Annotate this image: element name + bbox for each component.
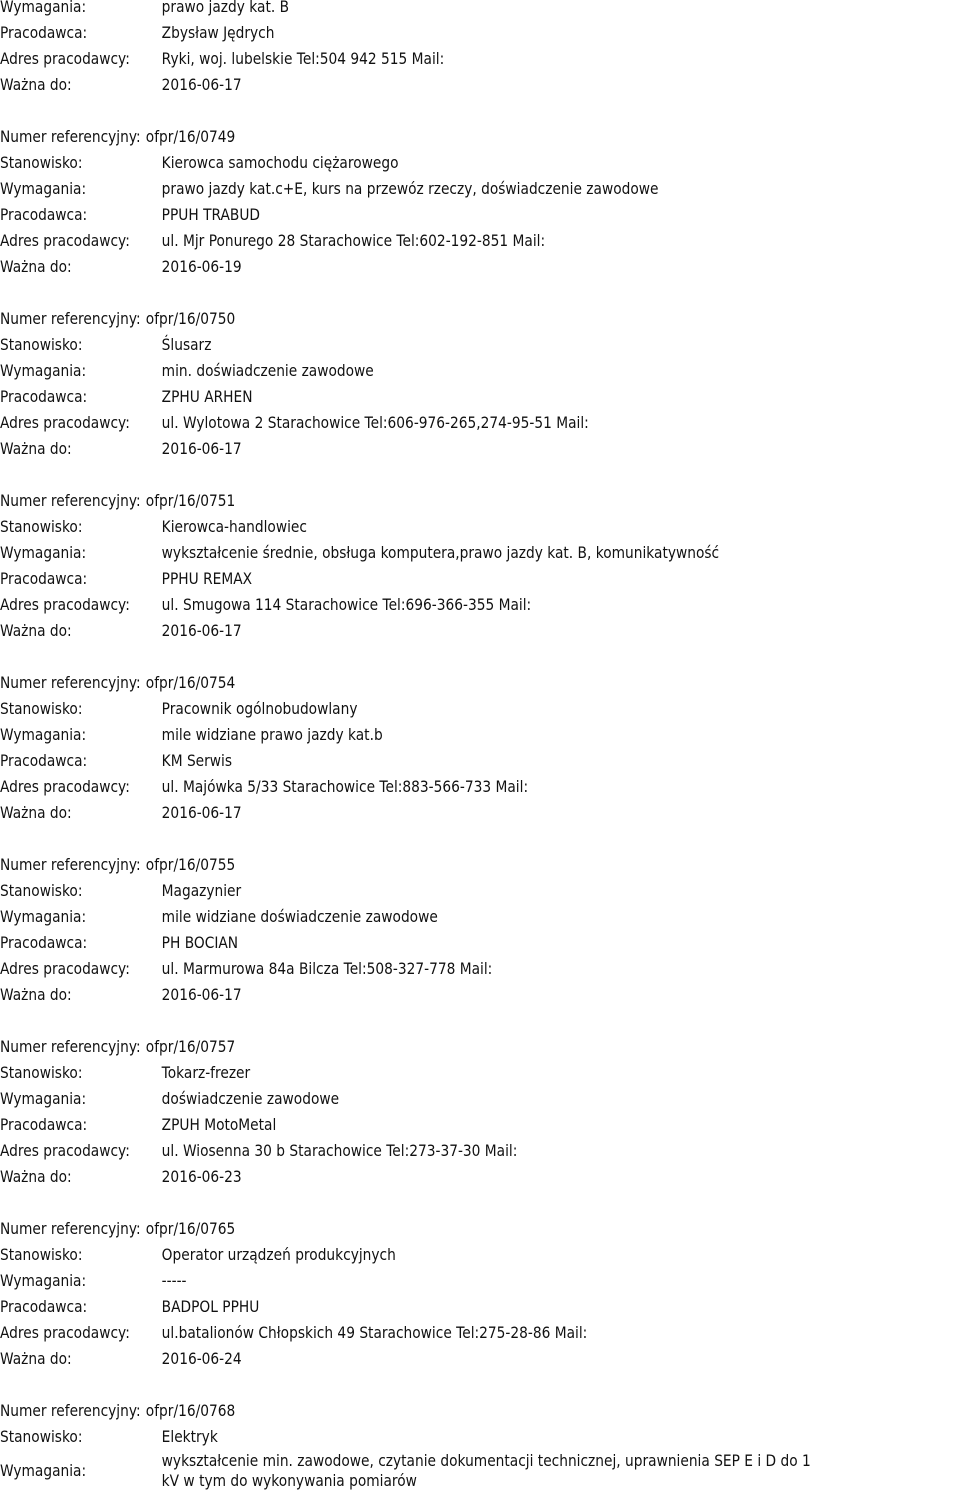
ref-value: ofpr/16/0751 bbox=[145, 491, 236, 510]
requirements-value: wykształcenie min. zawodowe, czytanie dokumentacji technicznej, uprawnienia SEP E i D do 1 kV w tym do wykonywania pomiarów bbox=[161, 1451, 811, 1490]
ref-label: Numer referencyjny: bbox=[0, 491, 141, 510]
ref-value: ofpr/16/0768 bbox=[145, 1401, 236, 1420]
employer-row bbox=[0, 748, 826, 774]
valid-value: 2016-06-23 bbox=[161, 1167, 242, 1186]
address-row bbox=[0, 1320, 826, 1346]
employer-label: Pracodawca: bbox=[0, 751, 88, 770]
valid-value: 2016-06-17 bbox=[161, 803, 242, 822]
position-value: Ślusarz bbox=[161, 335, 212, 354]
valid-row bbox=[0, 1164, 826, 1190]
employer-value: PH BOCIAN bbox=[161, 933, 239, 952]
valid-row bbox=[0, 800, 826, 826]
job-offer bbox=[0, 488, 826, 644]
ref-label: Numer referencyjny: bbox=[0, 1219, 141, 1238]
valid-label: Ważna do: bbox=[0, 75, 72, 94]
employer-row bbox=[0, 1112, 826, 1138]
requirements-row bbox=[0, 176, 826, 202]
ref-row bbox=[0, 1034, 826, 1060]
ref-label: Numer referencyjny: bbox=[0, 855, 141, 874]
requirements-label: Wymagania: bbox=[0, 179, 87, 198]
valid-value: 2016-06-17 bbox=[161, 621, 242, 640]
employer-label: Pracodawca: bbox=[0, 933, 88, 952]
employer-row bbox=[0, 384, 826, 410]
position-value: Operator urządzeń produkcyjnych bbox=[161, 1245, 396, 1264]
employer-row bbox=[0, 202, 826, 228]
job-offer bbox=[0, 1216, 826, 1372]
address-value: ul. Majówka 5/33 Starachowice Tel:883-566-733 Mail: bbox=[161, 777, 529, 796]
requirements-value: wykształcenie średnie, obsługa komputera,prawo jazdy kat. B, komunikatywność bbox=[161, 543, 720, 562]
requirements-row bbox=[0, 904, 826, 930]
valid-label: Ważna do: bbox=[0, 621, 72, 640]
position-value: Magazynier bbox=[161, 881, 242, 900]
employer-label: Pracodawca: bbox=[0, 1297, 88, 1316]
requirements-row bbox=[0, 540, 826, 566]
employer-value: KM Serwis bbox=[161, 751, 233, 770]
position-row bbox=[0, 332, 826, 358]
requirements-row bbox=[0, 1268, 826, 1294]
address-value: ul. Wiosenna 30 b Starachowice Tel:273-37-30 Mail: bbox=[161, 1141, 518, 1160]
address-label: Adres pracodawcy: bbox=[0, 777, 130, 796]
requirements-value: ----- bbox=[161, 1271, 187, 1290]
employer-row bbox=[0, 20, 826, 46]
requirements-row bbox=[0, 0, 826, 20]
ref-label: Numer referencyjny: bbox=[0, 1037, 141, 1056]
address-label: Adres pracodawcy: bbox=[0, 959, 130, 978]
valid-label: Ważna do: bbox=[0, 985, 72, 1004]
position-row bbox=[0, 1424, 826, 1450]
position-value: Kierowca-handlowiec bbox=[161, 517, 307, 536]
position-label: Stanowisko: bbox=[0, 1245, 83, 1264]
address-label: Adres pracodawcy: bbox=[0, 413, 130, 432]
employer-label: Pracodawca: bbox=[0, 569, 88, 588]
employer-value: PPHU REMAX bbox=[161, 569, 253, 588]
valid-label: Ważna do: bbox=[0, 257, 72, 276]
address-row bbox=[0, 410, 826, 436]
address-label: Adres pracodawcy: bbox=[0, 231, 130, 250]
employer-value: ZPUH MotoMetal bbox=[161, 1115, 277, 1134]
position-label: Stanowisko: bbox=[0, 881, 83, 900]
requirements-row bbox=[0, 358, 826, 384]
valid-row bbox=[0, 72, 826, 98]
employer-value: BADPOL PPHU bbox=[161, 1297, 260, 1316]
ref-value: ofpr/16/0754 bbox=[145, 673, 236, 692]
valid-value: 2016-06-17 bbox=[161, 75, 242, 94]
requirements-value: prawo jazdy kat. B bbox=[161, 0, 290, 16]
address-row bbox=[0, 228, 826, 254]
job-offer bbox=[0, 670, 826, 826]
valid-value: 2016-06-24 bbox=[161, 1349, 242, 1368]
position-row bbox=[0, 696, 826, 722]
ref-label: Numer referencyjny: bbox=[0, 673, 141, 692]
address-row bbox=[0, 956, 826, 982]
address-value: ul.batalionów Chłopskich 49 Starachowice Tel:275-28-86 Mail: bbox=[161, 1323, 588, 1342]
requirements-row bbox=[0, 722, 826, 748]
position-label: Stanowisko: bbox=[0, 517, 83, 536]
ref-row bbox=[0, 1398, 826, 1424]
address-label: Adres pracodawcy: bbox=[0, 595, 130, 614]
job-offer bbox=[0, 1034, 826, 1190]
job-offer-top bbox=[0, 0, 826, 98]
position-row bbox=[0, 1060, 826, 1086]
employer-value: Zbysław Jędrych bbox=[161, 23, 275, 42]
requirements-value: mile widziane prawo jazdy kat.b bbox=[161, 725, 383, 744]
position-row bbox=[0, 878, 826, 904]
valid-label: Ważna do: bbox=[0, 1349, 72, 1368]
employer-row bbox=[0, 930, 826, 956]
address-row bbox=[0, 46, 826, 72]
requirements-label: Wymagania: bbox=[0, 361, 87, 380]
address-label: Adres pracodawcy: bbox=[0, 49, 130, 68]
ref-value: ofpr/16/0750 bbox=[145, 309, 236, 328]
position-label: Stanowisko: bbox=[0, 1427, 83, 1446]
requirements-row bbox=[0, 1450, 826, 1492]
valid-row bbox=[0, 1346, 826, 1372]
valid-label: Ważna do: bbox=[0, 439, 72, 458]
requirements-value: min. doświadczenie zawodowe bbox=[161, 361, 374, 380]
address-value: ul. Mjr Ponurego 28 Starachowice Tel:602-192-851 Mail: bbox=[161, 231, 546, 250]
ref-row bbox=[0, 670, 826, 696]
address-label: Adres pracodawcy: bbox=[0, 1141, 130, 1160]
position-value: Tokarz-frezer bbox=[161, 1063, 251, 1082]
position-value: Elektryk bbox=[161, 1427, 218, 1446]
valid-label: Ważna do: bbox=[0, 803, 72, 822]
position-label: Stanowisko: bbox=[0, 153, 83, 172]
valid-value: 2016-06-19 bbox=[161, 257, 242, 276]
ref-row bbox=[0, 124, 826, 150]
requirements-row bbox=[0, 1086, 826, 1112]
requirements-label: Wymagania: bbox=[0, 907, 87, 926]
address-row bbox=[0, 774, 826, 800]
ref-label: Numer referencyjny: bbox=[0, 309, 141, 328]
ref-value: ofpr/16/0757 bbox=[145, 1037, 236, 1056]
employer-value: ZPHU ARHEN bbox=[161, 387, 253, 406]
address-value: ul. Smugowa 114 Starachowice Tel:696-366-355 Mail: bbox=[161, 595, 532, 614]
employer-label: Pracodawca: bbox=[0, 387, 88, 406]
position-label: Stanowisko: bbox=[0, 335, 83, 354]
job-offer bbox=[0, 852, 826, 1008]
valid-row bbox=[0, 618, 826, 644]
valid-row bbox=[0, 436, 826, 462]
employer-label: Pracodawca: bbox=[0, 1115, 88, 1134]
ref-row bbox=[0, 488, 826, 514]
position-value: Kierowca samochodu ciężarowego bbox=[161, 153, 399, 172]
employer-row bbox=[0, 1294, 826, 1320]
requirements-label: Wymagania: bbox=[0, 725, 87, 744]
job-offer-last bbox=[0, 1398, 826, 1492]
employer-value: PPUH TRABUD bbox=[161, 205, 261, 224]
requirements-value: doświadczenie zawodowe bbox=[161, 1089, 340, 1108]
valid-row bbox=[0, 254, 826, 280]
position-row bbox=[0, 1242, 826, 1268]
ref-row bbox=[0, 306, 826, 332]
ref-value: ofpr/16/0749 bbox=[145, 127, 236, 146]
job-offer bbox=[0, 306, 826, 462]
requirements-label: Wymagania: bbox=[0, 543, 87, 562]
valid-label: Ważna do: bbox=[0, 1167, 72, 1186]
employer-row bbox=[0, 566, 826, 592]
job-offer bbox=[0, 124, 826, 280]
address-label: Adres pracodawcy: bbox=[0, 1323, 130, 1342]
address-row bbox=[0, 1138, 826, 1164]
ref-value: ofpr/16/0755 bbox=[145, 855, 236, 874]
valid-value: 2016-06-17 bbox=[161, 985, 242, 1004]
position-label: Stanowisko: bbox=[0, 1063, 83, 1082]
ref-label: Numer referencyjny: bbox=[0, 1401, 141, 1420]
address-value: Ryki, woj. lubelskie Tel:504 942 515 Mail: bbox=[161, 49, 445, 68]
ref-label: Numer referencyjny: bbox=[0, 127, 141, 146]
requirements-value: prawo jazdy kat.c+E, kurs na przewóz rzeczy, doświadczenie zawodowe bbox=[161, 179, 659, 198]
position-label: Stanowisko: bbox=[0, 699, 83, 718]
address-value: ul. Wylotowa 2 Starachowice Tel:606-976-265,274-95-51 Mail: bbox=[161, 413, 589, 432]
employer-label: Pracodawca: bbox=[0, 23, 88, 42]
requirements-label: Wymagania: bbox=[0, 1089, 87, 1108]
requirements-label: Wymagania: bbox=[0, 1461, 87, 1480]
requirements-value: mile widziane doświadczenie zawodowe bbox=[161, 907, 438, 926]
address-value: ul. Marmurowa 84a Bilcza Tel:508-327-778 Mail: bbox=[161, 959, 493, 978]
position-value: Pracownik ogólnobudowlany bbox=[161, 699, 358, 718]
valid-row bbox=[0, 982, 826, 1008]
valid-value: 2016-06-17 bbox=[161, 439, 242, 458]
position-row bbox=[0, 514, 826, 540]
employer-label: Pracodawca: bbox=[0, 205, 88, 224]
address-row bbox=[0, 592, 826, 618]
requirements-label: Wymagania: bbox=[0, 1271, 87, 1290]
ref-row bbox=[0, 1216, 826, 1242]
ref-row bbox=[0, 852, 826, 878]
requirements-label: Wymagania: bbox=[0, 0, 87, 16]
position-row bbox=[0, 150, 826, 176]
ref-value: ofpr/16/0765 bbox=[145, 1219, 236, 1238]
